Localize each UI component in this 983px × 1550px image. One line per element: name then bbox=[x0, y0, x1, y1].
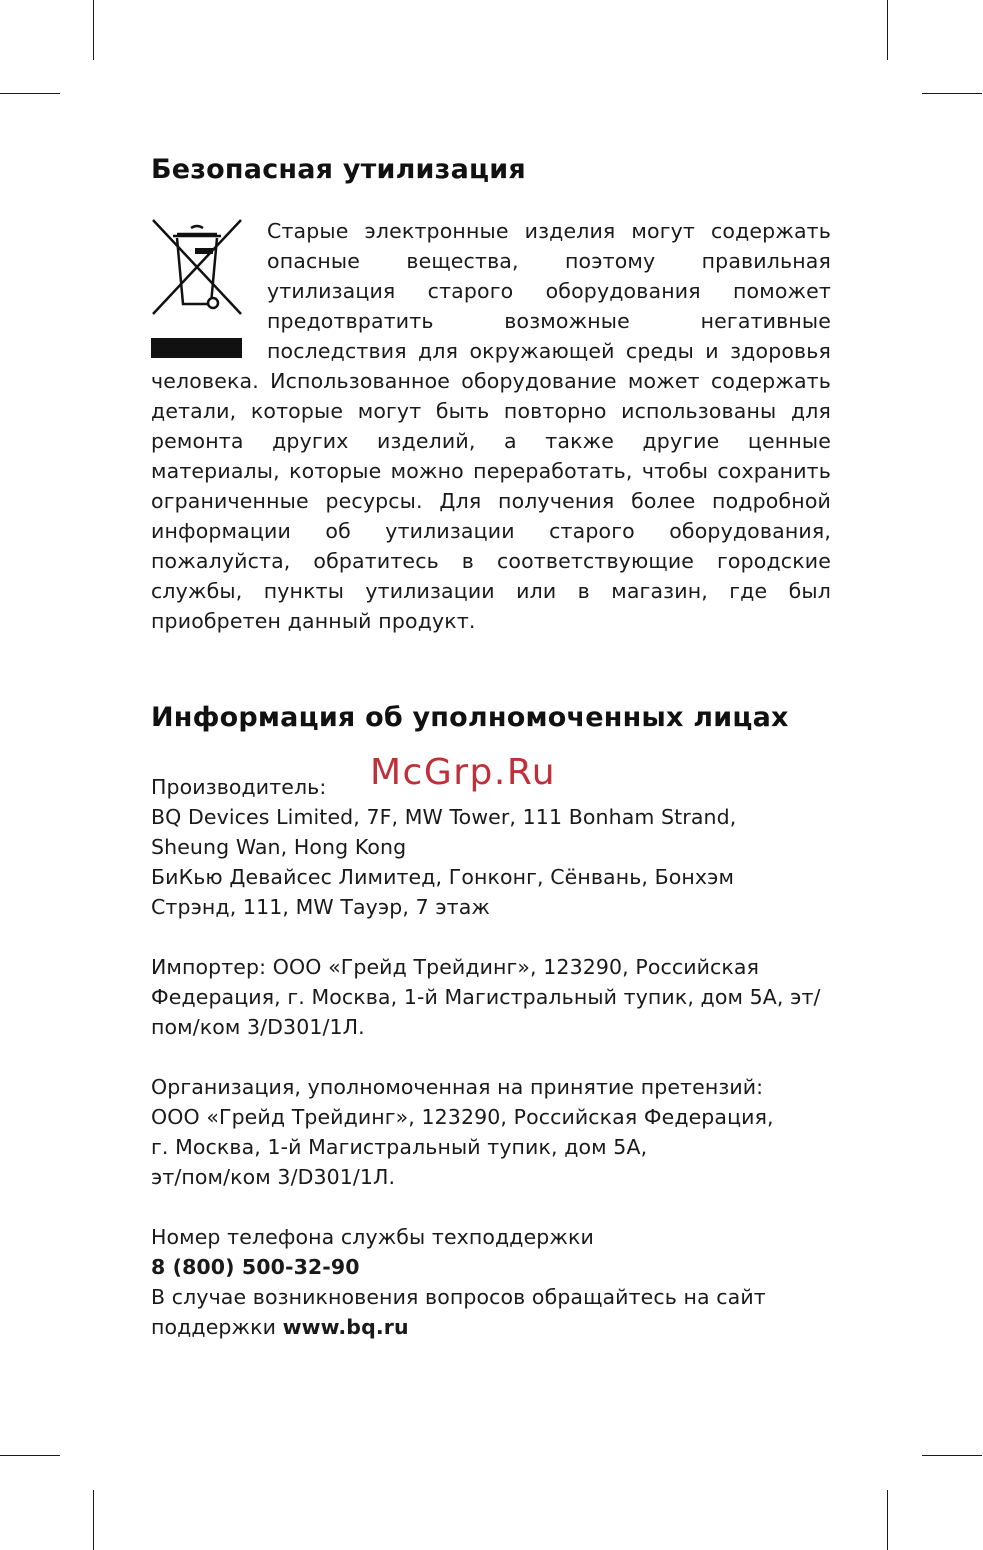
support-text: В случае возникновения вопросов обращайтесь на сайт bbox=[151, 1285, 766, 1309]
crop-mark bbox=[0, 93, 60, 94]
claims-line: г. Москва, 1-й Магистральный тупик, дом 5А, bbox=[151, 1135, 648, 1159]
claims-line: ООО «Грейд Трейдинг», 123290, Российская Федерация, bbox=[151, 1105, 774, 1129]
importer-label: Импортер: bbox=[151, 955, 267, 979]
authorized-section bbox=[151, 698, 831, 1342]
support-phone: 8 (800) 500-32-90 bbox=[151, 1255, 360, 1279]
claims-block bbox=[151, 1072, 831, 1192]
support-label: Номер телефона службы техподдержки bbox=[151, 1225, 594, 1249]
authorized-title: Информация об уполномоченных лицах bbox=[151, 702, 789, 733]
claims-label: Организация, уполномоченная на принятие претензий: bbox=[151, 1075, 764, 1099]
disposal-paragraph-rest: Использованное оборудование может содержать детали, которые могут быть повторно использованы для ремонта других изделий, а также другие ценные материалы, которые можно переработать, чтобы сохранить ограниченные ресурсы. Для получения более подробной информации об утилизации старого оборудования, пожалуйста, обратитесь в соответствующие городские службы, пункты утилизации или в магазин, где был приобретен данный продукт. bbox=[151, 369, 831, 633]
watermark: McGrp.Ru bbox=[370, 752, 557, 793]
manufacturer-line: БиКью Девайсес Лимитед, Гонконг, Сёнвань, Бонхэм bbox=[151, 865, 735, 889]
weee-underline-bar bbox=[151, 338, 242, 358]
weee-symbol bbox=[151, 218, 243, 358]
crop-mark bbox=[0, 1455, 60, 1456]
crop-mark bbox=[93, 0, 94, 60]
crop-mark bbox=[93, 1490, 94, 1550]
disposal-text-block bbox=[151, 216, 831, 636]
support-site-link[interactable]: www.bq.ru bbox=[282, 1315, 409, 1339]
importer-block bbox=[151, 952, 831, 1042]
manufacturer-label: Производитель: bbox=[151, 775, 327, 799]
manufacturer-line: BQ Devices Limited, 7F, MW Tower, 111 Bonham Strand, bbox=[151, 805, 737, 829]
crop-mark bbox=[922, 93, 982, 94]
page-content bbox=[151, 150, 831, 1342]
crop-mark bbox=[922, 1455, 982, 1456]
manufacturer-line: Sheung Wan, Hong Kong bbox=[151, 835, 407, 859]
crop-mark bbox=[887, 0, 888, 60]
manufacturer-line: Стрэнд, 111, MW Тауэр, 7 этаж bbox=[151, 895, 490, 919]
support-block bbox=[151, 1222, 831, 1342]
manufacturer-block bbox=[151, 772, 831, 922]
disposal-paragraph-wrapped: Старые электронные изделия могут содержать опасные вещества, поэтому правильная утилизация старого оборудования поможет предотвратить возможные негативные последствия для окружающей среды и здоровья человека. bbox=[151, 219, 831, 393]
disposal-title: Безопасная утилизация bbox=[151, 154, 526, 185]
claims-line: эт/пом/ком 3/D301/1Л. bbox=[151, 1165, 396, 1189]
importer-text: ООО «Грейд Трейдинг», 123290, Российская Федерация, г. Москва, 1-й Магистральный тупик, дом 5А, эт/пом/ком 3/D301/1Л. bbox=[151, 955, 821, 1039]
crop-mark bbox=[887, 1490, 888, 1550]
crossed-out-wheelie-bin-icon bbox=[151, 218, 243, 318]
support-text: поддержки bbox=[151, 1315, 283, 1339]
